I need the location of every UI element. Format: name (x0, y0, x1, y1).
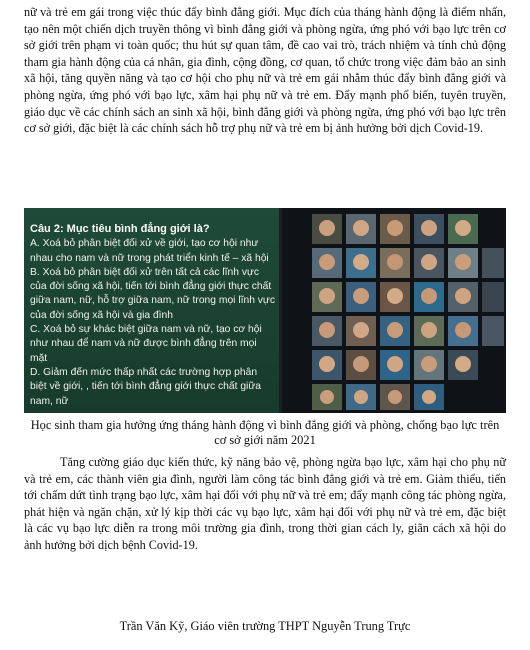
meeting-photo (24, 208, 506, 413)
participant-tiles-image (282, 208, 506, 413)
quiz-question: Câu 2: Mục tiêu bình đẳng giới là? (30, 223, 210, 235)
video-call-grid (282, 208, 506, 413)
body-paragraph-2: Tăng cường giáo dục kiến thức, kỹ năng bảo vệ, phòng ngừa bạo lực, xâm hại cho phụ nữ và trẻ em, các thành viên gia đình, người làm công tác bình đẳng giới và trẻ em. Giảm thiểu, tiến tới chấm dứt tình trạng bạo lực, xâm hại đối với phụ nữ và trẻ em; đẩy mạnh công tác phòng ngừa, phát hiện và ngăn chặn, xử lý kịp thời các vụ bạo lực, xâm hại đối với phụ nữ và trẻ em, đặc biệt là các vụ bạo lực diễn ra trong môi trường gia đình, trong thời gian cách ly, giãn cách xã hội do ảnh hưởng bởi dịch bệnh Covid-19. (24, 455, 506, 552)
quiz-option-b: B. Xoá bỏ phân biệt đối xử trên tất cả các lĩnh vực của đời sống xã hội, tiến tới bình đẳng giới thực chất giữa nam, nữ, hỗ trợ giữa nam, nữ trong mọi lĩnh vực của đời sống xã hội và gia đình (30, 266, 275, 321)
author-signature: Trần Văn Kỹ, Giáo viên trường THPT Nguyễn Trung Trực (119, 619, 411, 633)
quiz-option-c: C. Xoá bỏ sự khác biệt giữa nam và nữ, tạo cơ hội như nhau để nam và nữ được bình đẳng trên mọi mặt (30, 324, 262, 364)
quiz-option-a: A. Xoá bỏ phân biệt đối xử về giới, tạo cơ hội như nhau cho nam và nữ trong phát triển kinh tế – xã hội (30, 238, 269, 264)
body-paragraph-1: nữ và trẻ em gái trong việc thúc đẩy bình đẳng giới. Mục đích của tháng hành động là điểm nhấn, tạo nên một chiến dịch truyền thông vì bình đẳng giới và phòng ngừa, ứng phó với bạo lực trên cơ sở giới trên phạm vi toàn quốc; thu hút sự quan tâm, đề cao vai trò, trách nhiệm và tính chủ động tham gia hành động của cá nhân, gia đình, cộng đồng, cơ quan, tổ chức trong việc đảm bảo an sinh xã hội, tăng quyền năng và tạo cơ hội cho phụ nữ và trẻ em gái nhằm thúc đẩy bình đẳng giới và phòng ngừa, ứng phó với bạo lực, xâm hại phụ nữ và trẻ em. Đẩy mạnh phổ biến, tuyên truyền, giáo dục về các chính sách an sinh xã hội, bình đẳng giới và phòng ngừa, ứng phó với bạo lực trên cơ sở giới, đặc biệt là các chính sách hỗ trợ phụ nữ và trẻ em bị ảnh hưởng bởi dịch Covid-19. (24, 5, 506, 136)
quiz-option-d: D. Giảm đến mức thấp nhất các trường hợp phân biệt về giới, , tiến tới bình đẳng giới thực chất giữa nam, nữ (30, 366, 261, 407)
quiz-slide-text (30, 222, 275, 409)
photo-caption: Học sinh tham gia hưởng ứng tháng hành động vì bình đẳng giới và phòng, chống bạo lực trên cơ sở giới năm 2021 (30, 418, 500, 447)
quiz-slide (24, 208, 279, 413)
